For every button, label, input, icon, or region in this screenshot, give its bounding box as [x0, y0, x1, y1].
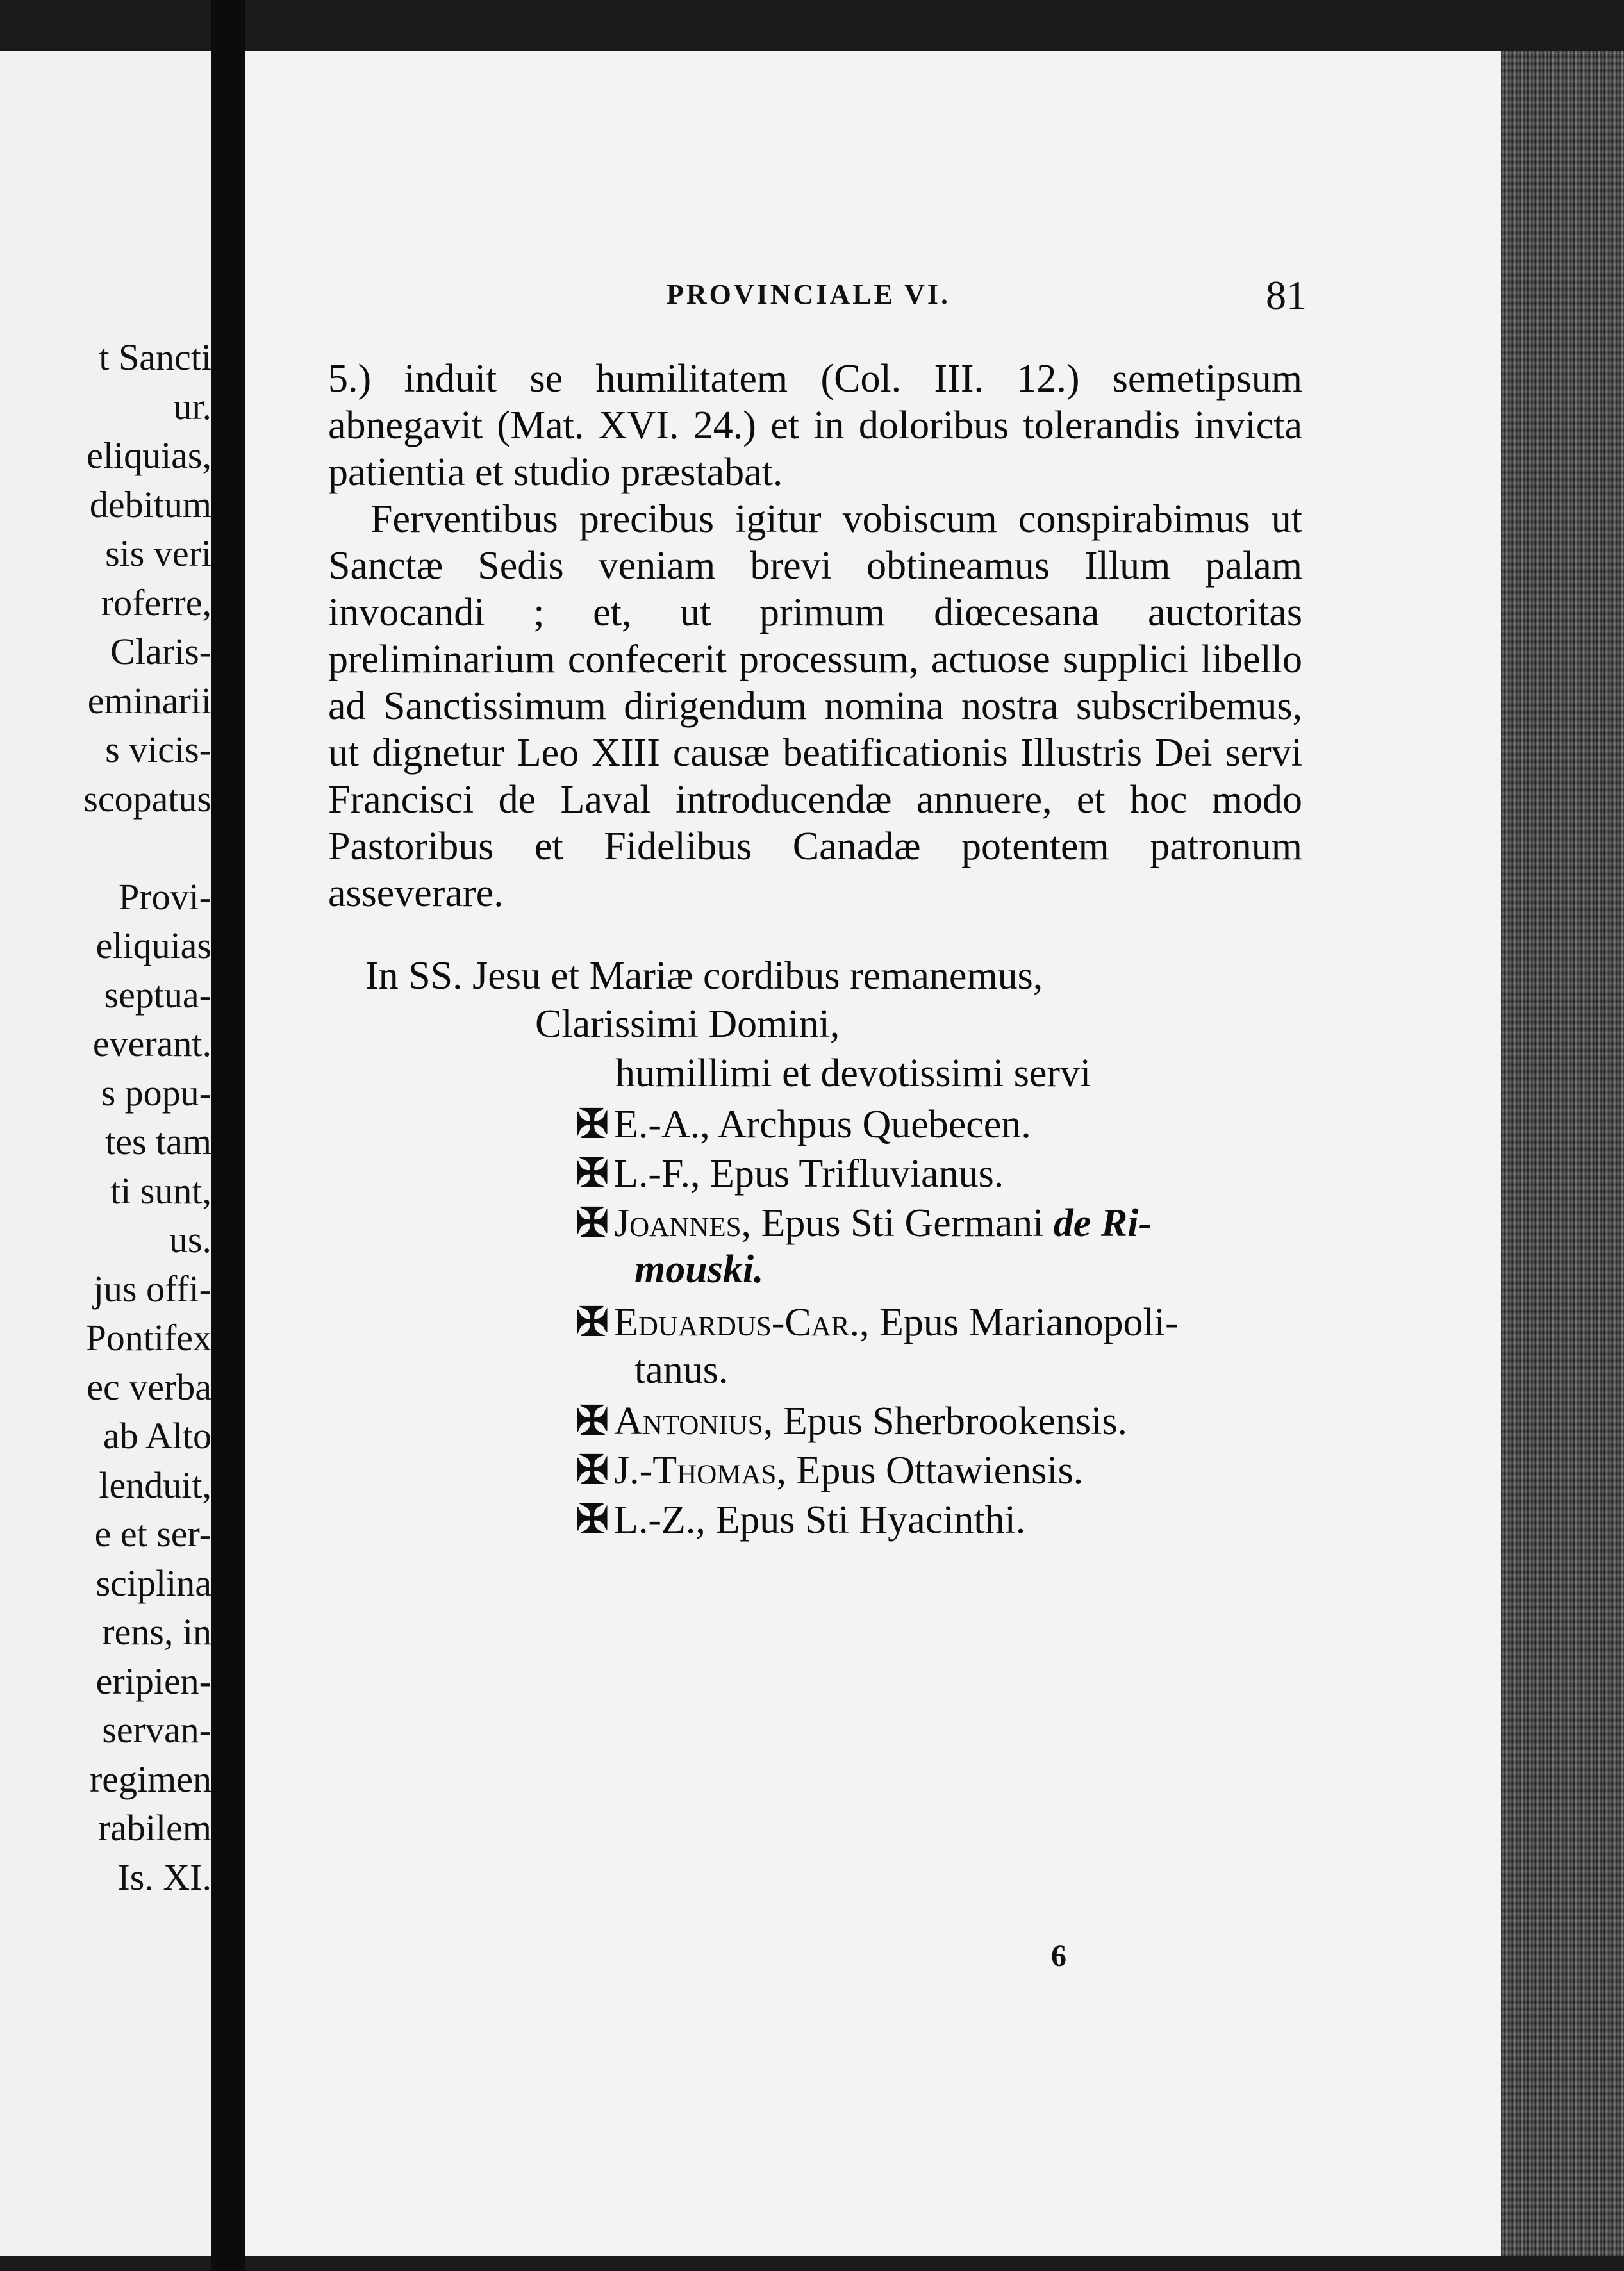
signatory-place-cont: mouski. [634, 1248, 764, 1291]
facing-page-line: ab Alto [103, 1415, 211, 1457]
signatory-text: L.-Z., Epus Sti Hyacinthi. [614, 1498, 1026, 1542]
printer-signature-mark: 6 [1051, 1939, 1066, 1973]
facing-page-line: ur. [173, 385, 211, 427]
facing-page-line: lenduit, [99, 1464, 211, 1506]
facing-page-line: s vicis- [105, 729, 211, 770]
facing-page-line: septua- [104, 973, 211, 1016]
cross-icon: ✠ [576, 1449, 609, 1492]
closing-line-2: Clarissimi Domini, [535, 1002, 840, 1046]
facing-page-line: eliquias [95, 925, 211, 966]
facing-page-line: us. [169, 1219, 211, 1260]
signatory-text-cont: tanus. [634, 1348, 729, 1392]
facing-page-line: rens, in [102, 1611, 211, 1653]
facing-page-line: eminarii [87, 679, 211, 722]
signatory-text: , Epus Sti Germani [741, 1202, 1054, 1245]
facing-page-line: everant. [92, 1023, 211, 1064]
signatory-6 [576, 1446, 1083, 1494]
cross-icon: ✠ [576, 1202, 609, 1245]
facing-page-line: sciplina [95, 1562, 211, 1604]
facing-page-line: sis veri [105, 533, 211, 574]
facing-page-line: eliquias, [87, 434, 211, 476]
signatory-5 [576, 1397, 1127, 1444]
facing-page-line: t Sancti [99, 336, 211, 378]
signatory-name: Antonius [614, 1400, 763, 1443]
facing-page-line: tes tam [105, 1121, 211, 1162]
signatory-text: L.-F., Epus Trifluvianus. [614, 1152, 1004, 1196]
signatory-4 [576, 1298, 1179, 1346]
closing-line-3: humillimi et devotissimi servi [615, 1052, 1091, 1095]
signatory-place: de Ri- [1053, 1202, 1152, 1245]
paragraph-1: 5.) induit se humilitatem (Col. III. 12.) semetipsum abnegavit (Mat. XVI. 24.) et in doloribus tolerandis invicta patientia et studio præstabat. [328, 357, 1302, 494]
signatory-text: , Epus Ottawiensis. [776, 1449, 1084, 1492]
facing-page-line: Claris- [110, 631, 211, 672]
signatory-text: , Epus Sherbrookensis. [763, 1400, 1128, 1443]
cross-icon: ✠ [576, 1301, 609, 1344]
facing-page-line: rabilem [97, 1807, 211, 1849]
signatory-1 [576, 1100, 1031, 1148]
facing-page-line: jus offi- [93, 1268, 211, 1310]
paragraph-2: Ferventibus precibus igitur vobiscum conspirabimus ut Sanctæ Sedis veniam brevi obtineamus Illum palam invocandi ; et, ut primum diœcesana auctoritas preliminarium confecerit processum, actuose supplici libello ad Sanctissimum dirigendum nomina nostra subscribemus, ut dignetur Leo XIII causæ beatificationis Illustris Dei servi Francisci de Laval introducendæ annuere, et hoc modo Pastoribus et Fidelibus Canadæ potentem patronum asseverare. [328, 497, 1302, 915]
facing-page-line: regimen [89, 1758, 211, 1800]
facing-page-line: ti sunt, [110, 1169, 211, 1212]
facing-page-line: s popu- [101, 1071, 211, 1114]
signatory-text: E.-A., Archpus Quebecen. [614, 1103, 1031, 1146]
facing-page-line: eripien- [95, 1660, 211, 1702]
signatory-4-cont [634, 1348, 728, 1393]
signatory-2 [576, 1150, 1004, 1197]
signatory-name: Joannes [614, 1202, 742, 1245]
facing-page-line: debitum [89, 483, 211, 525]
facing-page-line: Pontifex [85, 1317, 211, 1358]
facing-page-line: servan- [102, 1709, 211, 1751]
page-number: 81 [1266, 272, 1307, 318]
signatory-text: , Epus Marianopoli- [859, 1301, 1179, 1344]
signatory-3-cont [634, 1247, 764, 1292]
facing-page-line: Provi- [119, 875, 211, 918]
facing-page-line: e et ser- [94, 1513, 211, 1555]
cross-icon: ✠ [576, 1103, 609, 1146]
signatory-name: Eduardus-Car. [614, 1301, 859, 1344]
closing-line-1: In SS. Jesu et Mariæ cordibus remanemus, [365, 954, 1043, 998]
cross-icon: ✠ [576, 1152, 609, 1196]
running-head: PROVINCIALE VI. [667, 279, 951, 310]
signatory-name: Thomas [652, 1449, 777, 1492]
facing-page-line: scopatus [83, 777, 211, 820]
cross-icon: ✠ [576, 1498, 609, 1542]
cross-icon: ✠ [576, 1400, 609, 1443]
signatory-prefix: J.- [614, 1449, 653, 1492]
facing-page-line: roferre, [101, 581, 211, 623]
signatory-3 [576, 1199, 1152, 1246]
facing-page-line: ec verba [87, 1366, 211, 1408]
facing-page-line: Is. XI. [117, 1856, 211, 1898]
signatory-7 [576, 1496, 1025, 1543]
